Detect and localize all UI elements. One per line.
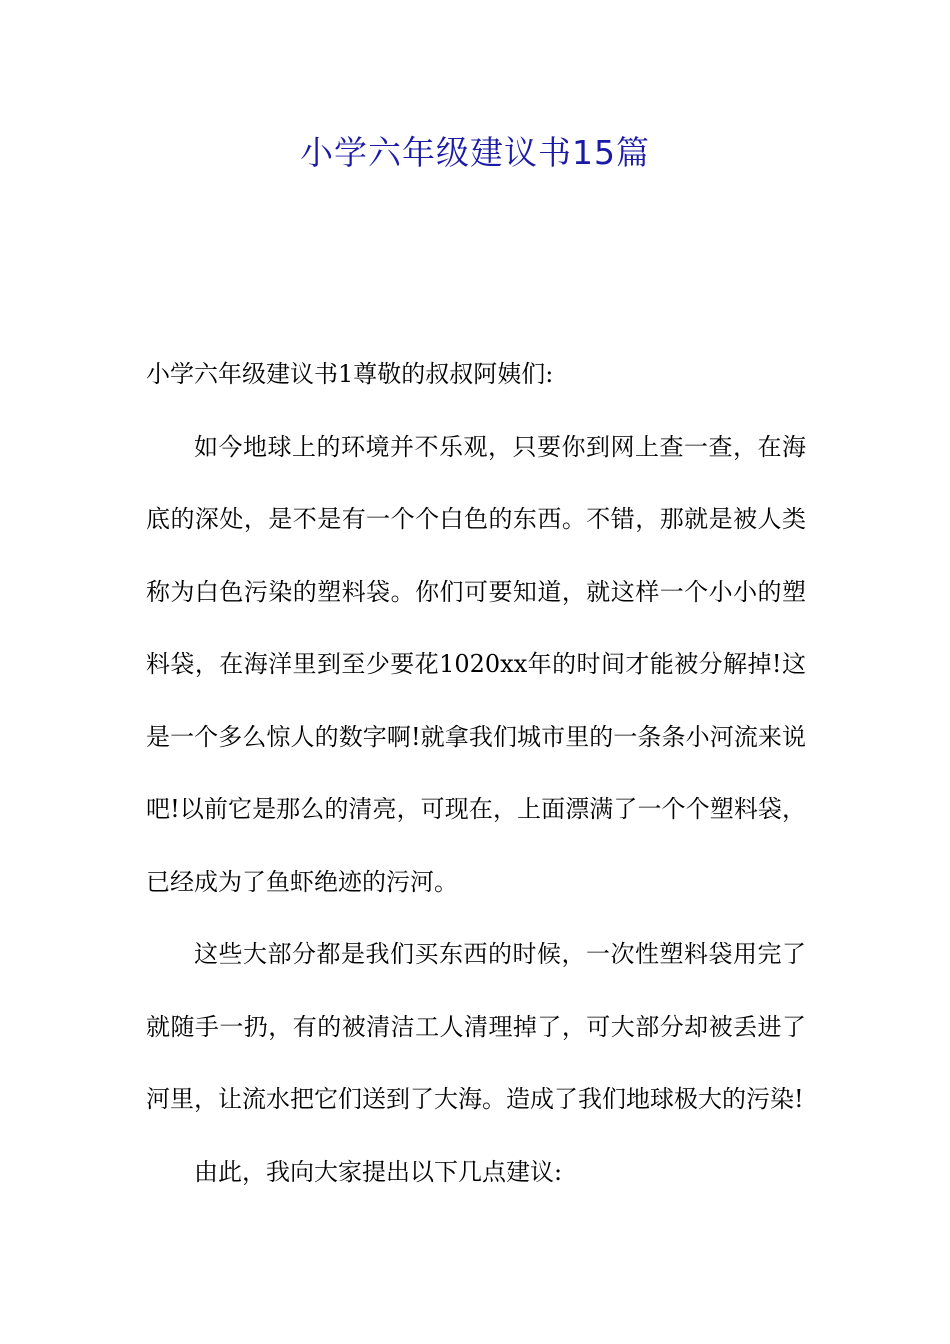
document-title: 小学六年级建议书15篇: [300, 133, 650, 172]
paragraph-salutation: 小学六年级建议书1尊敬的叔叔阿姨们:: [146, 360, 554, 388]
paragraph-environment: 如今地球上的环境并不乐观，只要你到网上查一查，在海底的深处，是不是有一个个白色的东西。不错，那就是被人类称为白色污染的塑料袋。你们可要知道，就这样一个小小的塑料袋，在海洋里到至少要花1020xx年的时间才能被分解掉!这是一个多么惊人的数字啊!就拿我们城市里的一条条小河流来说吧!以前它是那么的清亮，可现在，上面漂满了一个个塑料袋，已经成为了鱼虾绝迹的污河。: [146, 432, 806, 896]
paragraph-pollution-cause: 这些大部分都是我们买东西的时候，一次性塑料袋用完了就随手一扔，有的被清洁工人清理掉了，可大部分却被丢进了河里，让流水把它们送到了大海。造成了我们地球极大的污染!: [146, 940, 806, 1113]
document-body: [146, 338, 806, 1208]
paragraph-suggestions-intro: 由此，我向大家提出以下几点建议:: [194, 1157, 563, 1186]
